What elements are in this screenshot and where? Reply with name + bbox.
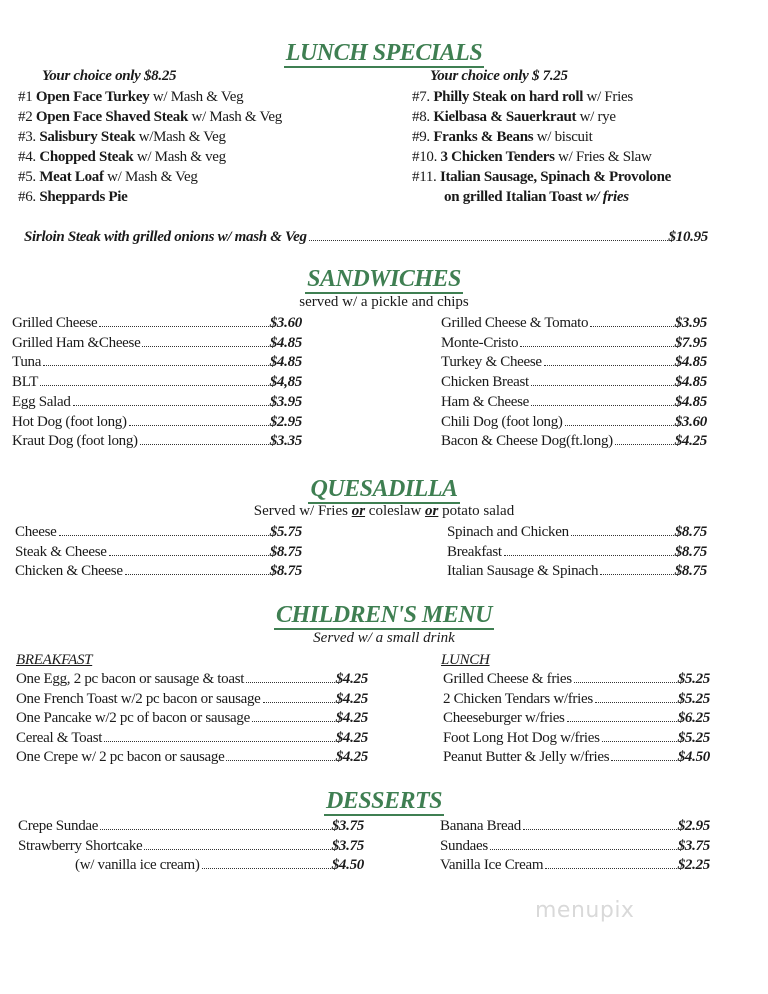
special-desc: w/ Mash & Veg	[103, 169, 198, 185]
dot-leader	[109, 555, 269, 556]
lunch-special-item	[412, 88, 633, 106]
menu-item	[447, 543, 707, 561]
item-name: Bacon & Cheese Dog(ft.long)	[441, 433, 613, 450]
item-price: $2.25	[677, 857, 710, 873]
item-price: $6.25	[677, 710, 710, 726]
left-price-heading: Your choice only $8.25	[42, 68, 177, 84]
item-price: $5.75	[269, 524, 302, 540]
item-name: Steak & Cheese	[15, 543, 107, 560]
dot-leader	[104, 741, 335, 742]
item-name: Chicken Breast	[441, 374, 529, 391]
menu-item	[16, 670, 368, 688]
special-name: Franks & Beans	[433, 129, 534, 145]
menu-item	[440, 856, 710, 874]
special-name: Kielbasa & Sauerkraut	[433, 109, 577, 125]
special-number: #4.	[18, 149, 40, 165]
item-price: $2.95	[269, 413, 302, 430]
menu-item	[443, 748, 710, 766]
dot-leader	[43, 365, 269, 366]
item-price: $4.85	[269, 354, 302, 371]
item-name: Cereal & Toast	[16, 729, 103, 746]
menu-item	[441, 432, 707, 450]
breakfast-heading: BREAKFAST	[16, 652, 93, 668]
special-name: Meat Loaf	[39, 169, 104, 185]
childrens-menu-subtitle: Served w/ a small drink	[313, 630, 455, 646]
dot-leader	[523, 829, 677, 830]
menu-item	[12, 334, 302, 352]
item-price: $3.95	[269, 393, 302, 410]
dot-leader	[309, 240, 668, 241]
quesadilla-subtitle: Served w/ Fries or coleslaw or potato salad	[253, 503, 515, 519]
item-price: $8.75	[269, 563, 302, 579]
dot-leader	[202, 868, 331, 869]
item-name: Grilled Ham &Cheese	[12, 334, 141, 351]
sandwiches-title: SANDWICHES	[307, 266, 461, 292]
menu-item	[443, 670, 710, 688]
menupix-watermark: menupix	[535, 898, 635, 923]
lunch-special-item	[18, 168, 198, 186]
item-price: $3.75	[331, 837, 364, 854]
item-name: BLT	[12, 374, 39, 391]
menu-item	[441, 314, 707, 332]
lunch-special-item	[412, 108, 616, 126]
item-name: Italian Sausage & Spinach	[447, 563, 599, 579]
dot-leader	[129, 425, 269, 426]
childrens-menu-title: CHILDREN'S MENU	[276, 602, 492, 628]
item-price: $8.75	[674, 524, 707, 540]
item-name: Hot Dog (foot long)	[12, 413, 127, 430]
item-price: $3.95	[674, 315, 707, 331]
item-name: Sundaes	[440, 837, 488, 854]
item-price: $3.60	[269, 315, 302, 331]
item-price: $4.50	[677, 749, 710, 765]
desserts-title: DESSERTS	[325, 788, 443, 814]
lunch-special-item	[18, 148, 226, 166]
menu-item	[12, 314, 302, 332]
dot-leader	[144, 849, 330, 850]
dot-leader	[504, 555, 674, 556]
item-price: $3.75	[677, 837, 710, 854]
item-name: Grilled Cheese & fries	[443, 671, 572, 687]
item-price: $3.35	[269, 433, 302, 450]
item-price: $5.25	[677, 671, 710, 687]
dot-leader	[531, 405, 674, 406]
item-name: One Crepe w/ 2 pc bacon or sausage	[16, 749, 225, 765]
dot-leader	[611, 760, 676, 761]
special-number: #3.	[18, 129, 40, 145]
item-price: $4.25	[674, 433, 707, 450]
item-price: $7.95	[674, 334, 707, 351]
dot-leader	[246, 682, 335, 683]
dot-leader	[590, 326, 674, 327]
menu-item	[75, 856, 364, 874]
special-name: Open Face Turkey	[35, 89, 150, 105]
special-desc: w/ Mash & veg	[133, 149, 226, 165]
special-number: #8.	[412, 109, 434, 125]
item-name: Strawberry Shortcake	[18, 837, 143, 854]
item-name: Chicken & Cheese	[15, 563, 123, 579]
menu-item	[447, 562, 707, 580]
lunch-special-item	[412, 148, 652, 166]
special-desc: w/ rye	[576, 109, 616, 125]
menu-item	[447, 523, 707, 541]
lunch-specials-title: LUNCH SPECIALS	[285, 40, 483, 66]
item-name: One Egg, 2 pc bacon or sausage & toast	[16, 671, 245, 687]
item-price: $3.60	[674, 413, 707, 430]
dot-leader	[99, 326, 268, 327]
item-name: 2 Chicken Tendars w/fries	[443, 690, 593, 707]
special-name: Italian Sausage, Spinach & Provolone	[439, 169, 671, 185]
special-number: #11.	[412, 169, 440, 185]
sandwiches-subtitle: served w/ a pickle and chips	[299, 294, 469, 310]
item-name: Grilled Cheese & Tomato	[441, 315, 589, 331]
item-price: $4,85	[269, 374, 302, 391]
dot-leader	[100, 829, 331, 830]
dot-leader	[125, 574, 269, 575]
special-number: #6.	[18, 189, 40, 205]
item-name: Foot Long Hot Dog w/fries	[443, 729, 600, 746]
item-name: Tuna	[12, 354, 42, 371]
menu-item	[16, 729, 368, 747]
special-desc: w/ Fries & Slaw	[554, 149, 652, 165]
menu-item	[16, 748, 368, 766]
menu-item	[18, 817, 364, 835]
item-price: $4.85	[269, 334, 302, 351]
special-name: Salisbury Steak	[39, 129, 136, 145]
menu-item	[16, 690, 368, 708]
menu-item	[441, 353, 707, 371]
special-desc: w/ Mash & Veg	[149, 89, 244, 105]
dot-leader	[40, 385, 269, 386]
dot-leader	[263, 702, 335, 703]
item-name: Egg Salad	[12, 393, 71, 410]
special-number: #7.	[412, 89, 434, 105]
item-price: $4.50	[331, 857, 364, 873]
special-number: #1	[18, 89, 36, 105]
lunch-special-item	[18, 108, 282, 126]
lunch-special-item	[412, 128, 593, 146]
special-number: #5.	[18, 169, 40, 185]
item-price: $8.75	[674, 543, 707, 560]
item-price: $4.25	[335, 749, 368, 765]
item-name: Turkey & Cheese	[441, 354, 542, 371]
item-name: Crepe Sundae	[18, 818, 99, 834]
item-price: $4.85	[674, 374, 707, 391]
special-name: 3 Chicken Tenders	[440, 149, 555, 165]
item-price: $8.75	[269, 543, 302, 560]
special-desc: w/ Fries	[583, 89, 633, 105]
dot-leader	[602, 741, 677, 742]
sirloin-special-row	[24, 228, 708, 246]
item-price: $4.25	[335, 690, 368, 707]
dot-leader	[252, 721, 335, 722]
dot-leader	[142, 346, 268, 347]
menu-item	[16, 709, 368, 727]
dot-leader	[567, 721, 677, 722]
special-desc: w/ biscuit	[533, 129, 593, 145]
special-number: #2	[18, 109, 36, 125]
dot-leader	[140, 444, 269, 445]
special-number: #9.	[412, 129, 434, 145]
item-price: $4.85	[674, 354, 707, 371]
item-price: $5.25	[677, 729, 710, 746]
menu-item	[12, 432, 302, 450]
item-name: Vanilla Ice Cream	[440, 857, 544, 873]
item-price: $4.25	[335, 710, 368, 726]
dot-leader	[490, 849, 677, 850]
item-price: $4.25	[335, 729, 368, 746]
item-name: Grilled Cheese	[12, 315, 98, 331]
dot-leader	[600, 574, 674, 575]
menu-item	[441, 334, 707, 352]
item-name: (w/ vanilla ice cream)	[75, 857, 200, 873]
special-number: #10.	[412, 149, 441, 165]
menu-item	[12, 393, 302, 411]
lunch-special-item	[412, 168, 671, 186]
dot-leader	[544, 365, 674, 366]
dot-leader	[595, 702, 677, 703]
dot-leader	[520, 346, 674, 347]
special-name: Open Face Shaved Steak	[35, 109, 189, 125]
menu-item	[15, 543, 302, 561]
item-price: $5.25	[677, 690, 710, 707]
item-name: Monte-Cristo	[441, 334, 519, 351]
item-price: $2.95	[677, 818, 710, 834]
menu-item	[440, 837, 710, 855]
dot-leader	[59, 535, 269, 536]
special-11-line2: on grilled Italian Toast w/ fries	[444, 189, 629, 205]
item-price: $4.25	[335, 671, 368, 687]
item-name: One French Toast w/2 pc bacon or sausage	[16, 690, 261, 707]
item-name: Cheese	[15, 524, 57, 540]
dot-leader	[226, 760, 334, 761]
item-price: $8.75	[674, 563, 707, 579]
dot-leader	[565, 425, 674, 426]
item-name: Spinach and Chicken	[447, 524, 569, 540]
special-name: Philly Steak on hard roll	[433, 89, 584, 105]
dot-leader	[574, 682, 677, 683]
lunch-special-item	[18, 188, 128, 206]
dot-leader	[571, 535, 674, 536]
special-desc: w/ Mash & Veg	[188, 109, 282, 125]
special-name: Chopped Steak	[39, 149, 134, 165]
lunch-heading: LUNCH	[441, 652, 490, 668]
item-name: Ham & Cheese	[441, 393, 530, 410]
item-name: Peanut Butter & Jelly w/fries	[443, 749, 610, 765]
item-name: Kraut Dog (foot long)	[12, 433, 138, 450]
special-desc: w/Mash & Veg	[135, 129, 226, 145]
menu-item	[18, 837, 364, 855]
menu-item	[441, 413, 707, 431]
item-name: Cheeseburger w/fries	[443, 710, 565, 726]
item-price: $4.85	[674, 393, 707, 410]
menu-item	[441, 393, 707, 411]
lunch-special-item	[18, 88, 243, 106]
item-name: Sirloin Steak with grilled onions w/ mash & Veg	[24, 229, 307, 245]
menu-item	[443, 729, 710, 747]
item-price: $3.75	[331, 818, 364, 834]
item-name: One Pancake w/2 pc of bacon or sausage	[16, 710, 250, 726]
menu-item	[440, 817, 710, 835]
menu-item	[12, 413, 302, 431]
menu-item	[443, 690, 710, 708]
dot-leader	[615, 444, 674, 445]
quesadilla-title: QUESADILLA	[310, 476, 458, 502]
menu-item	[443, 709, 710, 727]
item-name: Banana Bread	[440, 818, 521, 834]
special-name: Sheppards Pie	[39, 189, 128, 205]
menu-item	[15, 523, 302, 541]
menu-item	[12, 373, 302, 391]
lunch-special-item	[18, 128, 226, 146]
dot-leader	[545, 868, 677, 869]
dot-leader	[73, 405, 269, 406]
menu-item	[12, 353, 302, 371]
item-name: Breakfast	[447, 543, 502, 560]
item-price: $10.95	[668, 229, 708, 245]
right-price-heading: Your choice only $ 7.25	[430, 68, 568, 84]
menu-item	[15, 562, 302, 580]
item-name: Chili Dog (foot long)	[441, 413, 563, 430]
dot-leader	[531, 385, 674, 386]
menu-item	[441, 373, 707, 391]
